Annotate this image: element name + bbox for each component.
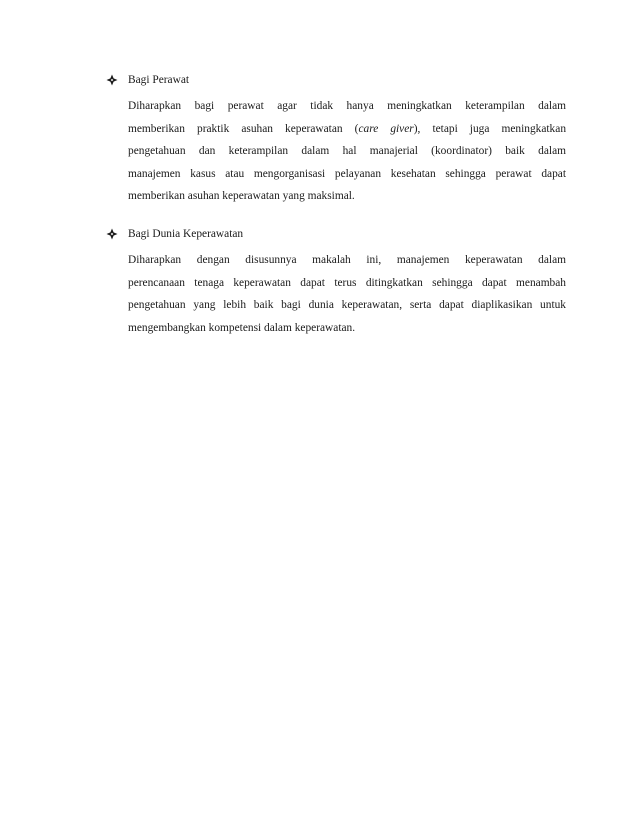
section-heading bbox=[106, 71, 566, 89]
paragraph-line: memberikan praktik asuhan keperawatan (care giver), tetapi juga meningkatkan bbox=[128, 122, 567, 135]
paragraph-line: mengembangkan kompetensi dalam keperawatan. bbox=[128, 321, 356, 334]
section-heading-text: Bagi Dunia Keperawatan bbox=[128, 228, 244, 240]
paragraph-line: pengetahuan yang lebih baik bagi dunia keperawatan, serta dapat diaplikasikan untuk bbox=[128, 299, 566, 311]
section-paragraph bbox=[128, 249, 566, 339]
italic-term: care giver bbox=[358, 122, 414, 135]
paragraph-line: pengetahuan dan keterampilan dalam hal manajerial (koordinator) baik dalam bbox=[128, 145, 566, 157]
paragraph-line: manajemen kasus atau mengorganisasi pelayanan kesehatan sehingga perawat dapat bbox=[128, 167, 566, 180]
paragraph-line: memberikan asuhan keperawatan yang maksimal. bbox=[128, 190, 355, 202]
section-paragraph bbox=[128, 95, 566, 208]
section-heading-text: Bagi Perawat bbox=[128, 74, 190, 86]
paragraph-line: Diharapkan bagi perawat agar tidak hanya meningkatkan keterampilan dalam bbox=[128, 100, 566, 112]
paragraph-line: perencanaan tenaga keperawatan dapat terus ditingkatkan sehingga dapat menambah bbox=[128, 276, 566, 289]
section-heading bbox=[106, 225, 566, 243]
section-bagi-perawat bbox=[106, 71, 566, 208]
diamond-bullet-icon bbox=[106, 74, 118, 86]
section-bagi-dunia-keperawatan bbox=[106, 225, 566, 339]
paragraph-line: Diharapkan dengan disusunnya makalah ini, manajemen keperawatan dalam bbox=[128, 254, 566, 266]
diamond-bullet-icon bbox=[106, 228, 118, 240]
